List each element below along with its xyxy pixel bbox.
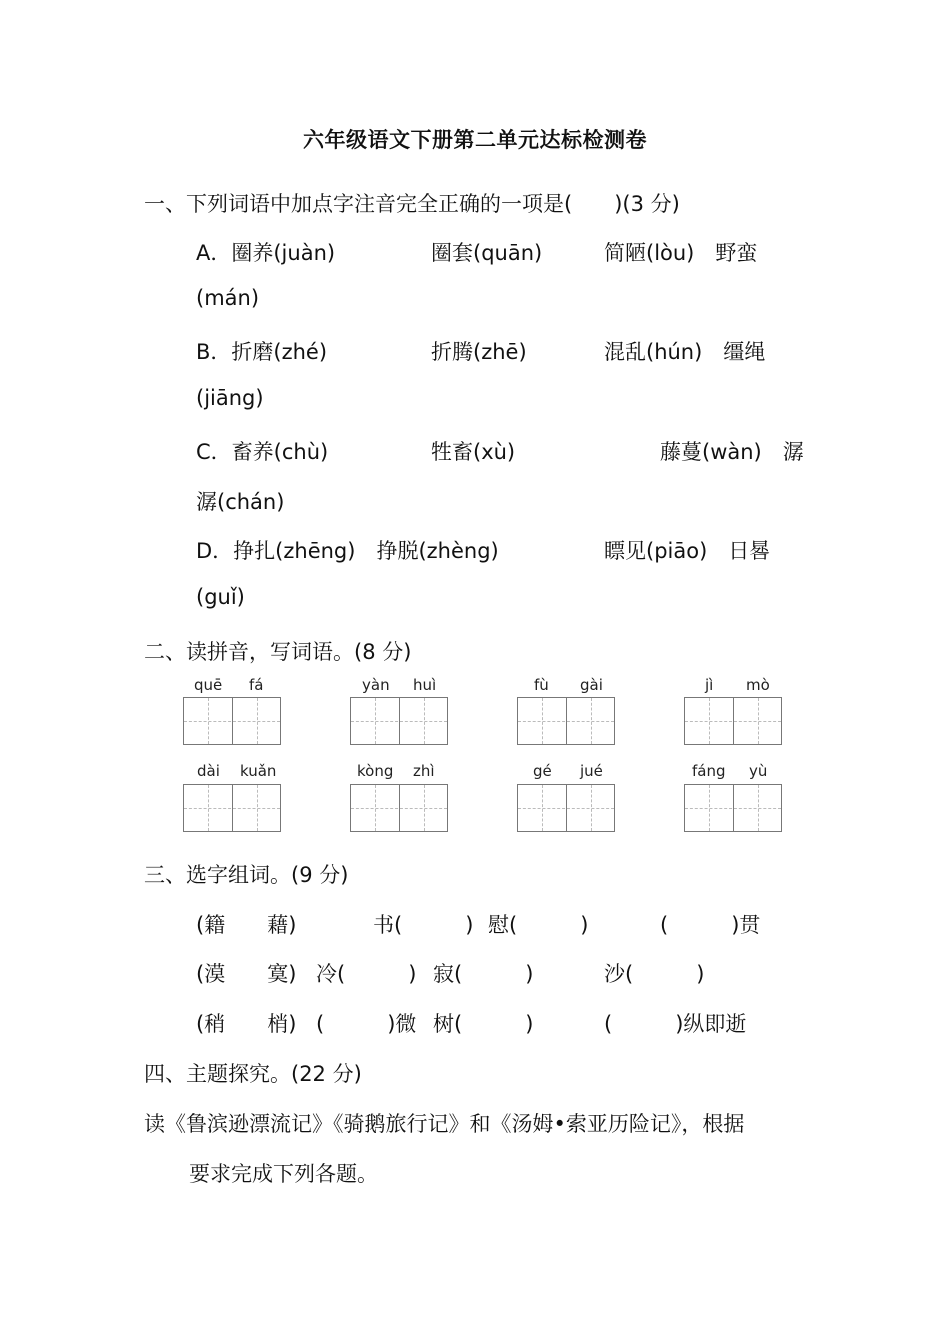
writing-grid[interactable] <box>350 784 448 832</box>
char-pair: (籍 藉) <box>196 913 297 937</box>
option-c-continuation: 潺(chán) <box>196 490 285 514</box>
char-pair: (漠 寞) <box>196 962 297 986</box>
blank-word[interactable]: 书( ) <box>373 913 474 937</box>
pinyin-label: yàn <box>362 676 390 694</box>
option-d-part3: 瞟见(piāo) 日晷 <box>604 539 771 563</box>
pinyin-label: jué <box>580 762 603 780</box>
question-1-stem: 一、下列词语中加点字注音完全正确的一项是( )(3 分) <box>144 192 680 216</box>
question-3-stem: 三、选字组词。(9 分) <box>144 863 349 887</box>
pinyin-label: yù <box>749 762 768 780</box>
pinyin-label: jì <box>705 676 714 694</box>
pinyin-label: fù <box>534 676 549 694</box>
question-4-stem: 四、主题探究。(22 分) <box>144 1062 362 1086</box>
writing-grid[interactable] <box>350 697 448 745</box>
pinyin-label: fá <box>249 676 264 694</box>
pinyin-label: gài <box>580 676 603 694</box>
writing-grid[interactable] <box>517 697 615 745</box>
pinyin-label: mò <box>746 676 770 694</box>
option-a-part2: 圈套(quān) <box>431 241 543 265</box>
writing-grid[interactable] <box>684 697 782 745</box>
char-pair: (稍 梢) <box>196 1012 297 1036</box>
pinyin-label: quē <box>194 676 223 694</box>
option-d-continuation: (guǐ) <box>196 585 245 609</box>
option-b-part3: 混乱(hún) 缰绳 <box>604 340 766 364</box>
blank-word[interactable]: ( )纵即逝 <box>604 1012 747 1036</box>
pinyin-label: kuǎn <box>240 762 277 780</box>
option-c-part1: C．畜养(chù) <box>196 440 329 464</box>
option-b-part1: B．折磨(zhé) <box>196 340 328 364</box>
blank-word[interactable]: 寂( ) <box>433 962 534 986</box>
pinyin-label: zhì <box>413 762 435 780</box>
option-a-continuation: (mán) <box>196 286 260 310</box>
blank-word[interactable]: 树( ) <box>433 1012 534 1036</box>
pinyin-label: kòng <box>357 762 394 780</box>
writing-grid[interactable] <box>517 784 615 832</box>
blank-word[interactable]: 沙( ) <box>604 962 705 986</box>
writing-grid[interactable] <box>183 784 281 832</box>
option-a-part3: 简陋(lòu) 野蛮 <box>604 241 758 265</box>
blank-word[interactable]: 冷( ) <box>316 962 417 986</box>
blank-word[interactable]: ( )微 <box>316 1012 417 1036</box>
blank-word[interactable]: 慰( ) <box>488 913 589 937</box>
writing-grid[interactable] <box>183 697 281 745</box>
option-a-part1: A．圈养(juàn) <box>196 241 336 265</box>
pinyin-label: huì <box>413 676 437 694</box>
pinyin-label: gé <box>533 762 552 780</box>
option-b-part2: 折腾(zhē) <box>431 340 527 364</box>
pinyin-label: dài <box>197 762 220 780</box>
question-2-stem: 二、读拼音，写词语。(8 分) <box>144 640 412 664</box>
blank-word[interactable]: ( )贯 <box>660 913 761 937</box>
question-4-text-line2: 要求完成下列各题。 <box>189 1162 378 1186</box>
option-b-continuation: (jiāng) <box>196 386 264 410</box>
option-c-part3: 藤蔓(wàn) 潺 <box>660 440 804 464</box>
pinyin-label: fáng <box>692 762 726 780</box>
page-title: 六年级语文下册第二单元达标检测卷 <box>303 128 647 152</box>
option-d-part1: D．挣扎(zhēng) 挣脱(zhèng) <box>196 539 499 563</box>
writing-grid[interactable] <box>684 784 782 832</box>
option-c-part2: 牲畜(xù) <box>431 440 516 464</box>
question-4-text-line1: 读《鲁滨逊漂流记》《骑鹅旅行记》和《汤姆•索亚历险记》，根据 <box>144 1112 745 1136</box>
